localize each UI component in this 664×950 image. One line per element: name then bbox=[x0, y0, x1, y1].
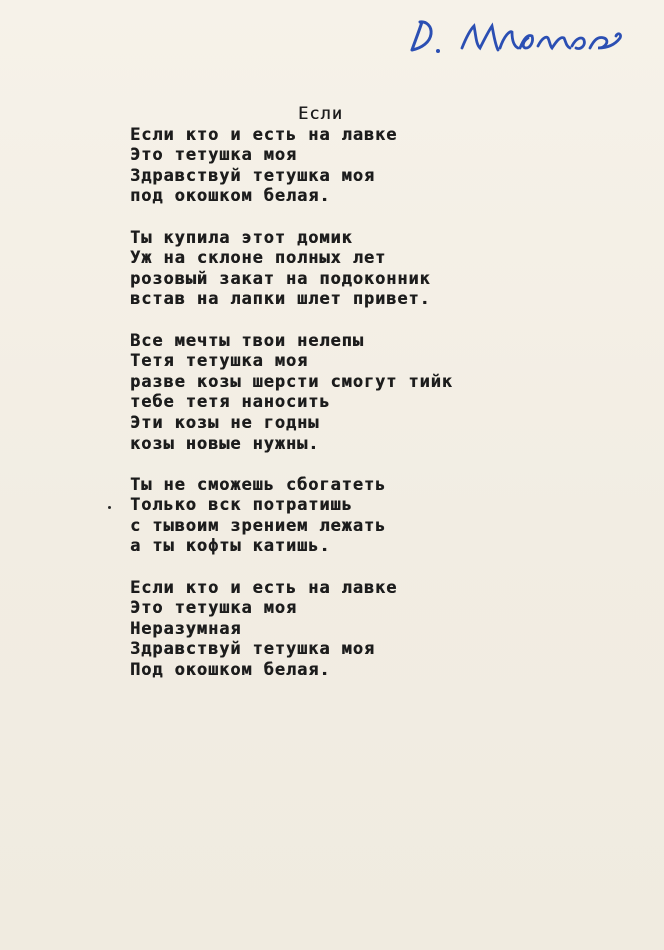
poem-line: Неразумная bbox=[130, 618, 242, 639]
poem-line: Здравствуй тетушка моя bbox=[130, 165, 375, 186]
poem-line: Под окошком белая. bbox=[130, 660, 331, 681]
stanza-2 bbox=[130, 228, 630, 310]
poem-line: Эти козы не годны bbox=[130, 412, 320, 433]
poem-line: Тетя тетушка моя bbox=[130, 351, 309, 372]
poem-line: Ты купила этот домик bbox=[130, 227, 353, 248]
stanza-5 bbox=[130, 578, 630, 681]
poem-line: с тывоим зрением лежать bbox=[130, 515, 387, 536]
poem-line: под окошком белая. bbox=[130, 186, 331, 207]
poem-line: козы новые нужны. bbox=[130, 433, 320, 454]
poem-line: тебе тетя наносить bbox=[130, 392, 331, 413]
poem-title: Если bbox=[298, 104, 343, 124]
poem-line: Только вск потратишь bbox=[130, 495, 353, 516]
ink-speck bbox=[108, 506, 111, 509]
poem-line: Ты не сможешь сбогатеть bbox=[130, 474, 387, 495]
poem-line: разве козы шерсти смогут тийк bbox=[130, 371, 453, 392]
poem-line: Здравствуй тетушка моя bbox=[130, 639, 375, 660]
poem-line: Уж на склоне полных лет bbox=[130, 248, 387, 269]
stanza-1 bbox=[130, 125, 630, 207]
poem-line: а ты кофты катишь. bbox=[130, 536, 331, 557]
poem-line: встав на лапки шлет привет. bbox=[130, 289, 431, 310]
poem-line: Если кто и есть на лавке bbox=[130, 124, 398, 145]
poem-line: Если кто и есть на лавке bbox=[130, 577, 398, 598]
poem-line: Это тетушка моя bbox=[130, 145, 298, 166]
poem-line: розовый закат на подоконник bbox=[130, 268, 431, 289]
poem-line: Все мечты твои нелепы bbox=[130, 330, 364, 351]
poem-line: Это тетушка моя bbox=[130, 598, 298, 619]
stanza-3 bbox=[130, 331, 630, 455]
poem bbox=[130, 104, 630, 701]
stanza-4 bbox=[130, 475, 630, 557]
handwritten-signature bbox=[400, 8, 635, 60]
